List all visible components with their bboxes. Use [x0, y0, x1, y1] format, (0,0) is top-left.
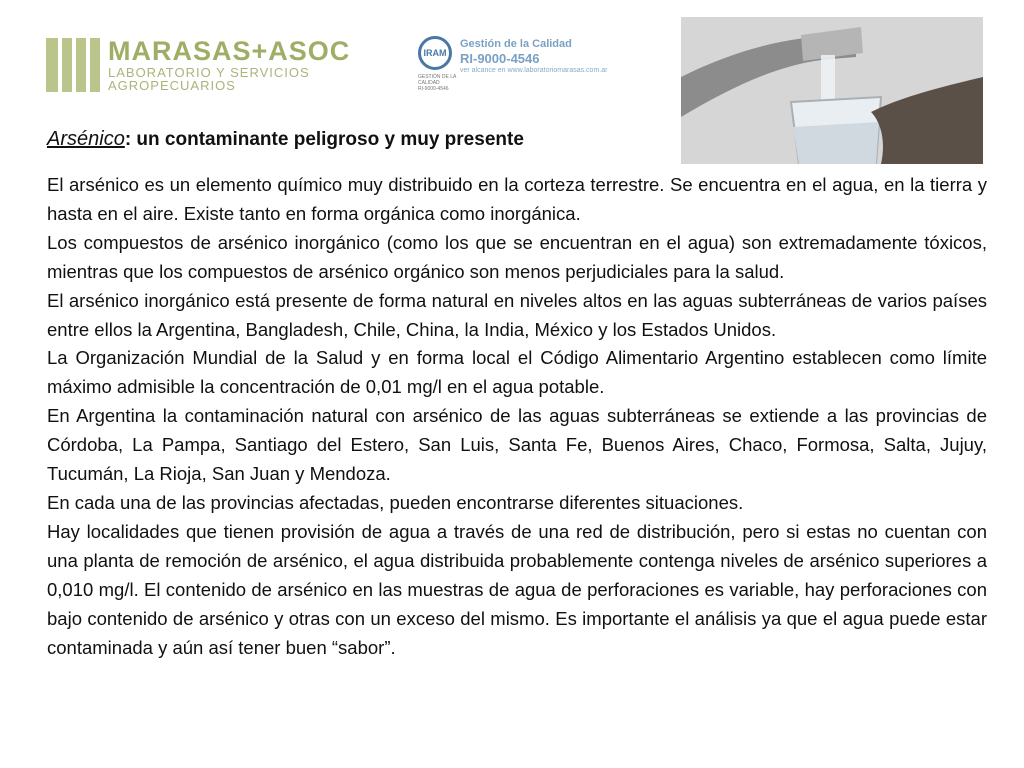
- quality-code: RI-9000-4546: [460, 51, 540, 66]
- body-text: [47, 171, 987, 662]
- seal-caption: GESTIÓN DE LA CALIDAD RI-9000-4546: [418, 74, 457, 92]
- water-glass-photo: [681, 17, 983, 164]
- title-keyword: Arsénico: [47, 128, 125, 150]
- quality-title: Gestión de la Calidad: [460, 38, 572, 50]
- title-rest: : un contaminante peligroso y muy presente: [124, 129, 524, 150]
- paragraph: La Organización Mundial de la Salud y en forma local el Código Alimentario Argentino establecen como límite máximo admisible la concentración de 0,01 mg/l en el agua potable.: [47, 347, 987, 398]
- marasas-logo: [46, 36, 351, 94]
- paragraph: En Argentina la contaminación natural con arsénico de las aguas subterráneas se extiende a las provincias de Córdoba, La Pampa, Santiago del Estero, San Luis, Santa Fe, Buenos Aires, Chaco, Formosa, Salta, Jujuy, Tucumán, La Rioja, San Juan y Mendoza.: [47, 405, 987, 485]
- paragraph: En cada una de las provincias afectadas, pueden encontrarse diferentes situaciones.: [47, 491, 744, 513]
- quality-link: ver alcance en www.laboratoriomarasas.com.ar: [460, 67, 608, 74]
- faucet-icon: [681, 17, 983, 164]
- quality-certification-badge: [418, 36, 663, 96]
- logo-subtitle: LABORATORIO Y SERVICIOS AGROPECUARIOS: [108, 65, 310, 93]
- paragraph: El arsénico es un elemento químico muy distribuido en la corteza terrestre. Se encuentra en el agua, en la tierra y hasta en el aire. Existe tanto en forma orgánica como inorgánica.: [47, 174, 987, 224]
- marasas-logo-mark-icon: [46, 38, 100, 92]
- page-title: [47, 128, 524, 151]
- iram-seal-icon: IRAM: [418, 36, 452, 70]
- paragraph: El arsénico inorgánico está presente de forma natural en niveles altos en las aguas subterráneas de varios países entre ellos la Argentina, Bangladesh, Chile, China, la India, México y los Estados Unidos.: [47, 289, 987, 340]
- logo-name: MARASAS+ASOC: [108, 36, 351, 66]
- paragraph: Hay localidades que tienen provisión de agua a través de una red de distribución, pero si estas no cuentan con una planta de remoción de arsénico, el agua distribuida probablemente contenga niveles de arsénico superiores a 0,010 mg/l. El contenido de arsénico en las muestras de agua de perforaciones es variable, hay perforaciones con bajo contenido de arsénico y otras con un exceso del mismo. Es importante el análisis ya que el agua puede estar contaminada y aún así tener buen “sabor”.: [47, 520, 987, 658]
- paragraph: Los compuestos de arsénico inorgánico (como los que se encuentran en el agua) son extremadamente tóxicos, mientras que los compuestos de arsénico orgánico son menos perjudiciales para la salud.: [47, 231, 987, 282]
